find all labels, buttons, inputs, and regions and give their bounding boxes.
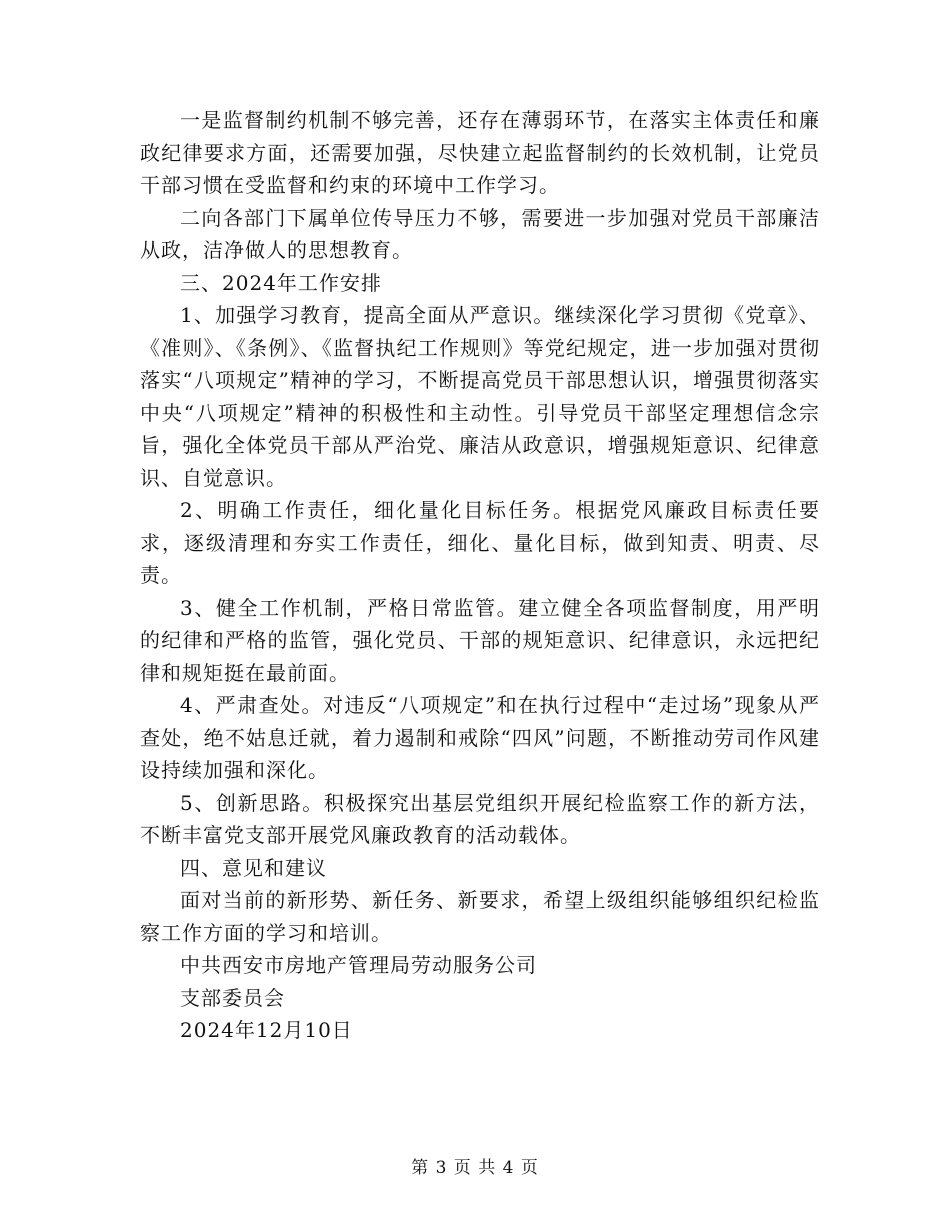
- section-heading-work-plan: 三、2024年工作安排: [180, 270, 382, 295]
- paragraph-suggestion: 面对当前的新形势、新任务、新要求，希望上级组织能够组织纪检监察工作方面的学习和培训。: [140, 888, 820, 945]
- document-body: [140, 104, 820, 1047]
- paragraph-supervision-mechanism: 一是监督制约机制不够完善，还存在薄弱环节，在落实主体责任和廉政纪律要求方面，还需要加强，尽快建立起监督制约的长效机制，让党员干部习惯在受监督和约束的环境中工作学习。: [140, 108, 820, 197]
- signature-date: 2024年12月10日: [180, 1018, 353, 1042]
- paragraph-plan-item-1: 1、加强学习教育，提高全面从严意识。继续深化学习贯彻《党章》、《准则》、《条例》、《监督执纪工作规则》等党纪规定，进一步加强对贯彻落实“八项规定”精神的学习，不断提高党员干部思想认识，增强贯彻落实中央“八项规定”精神的积极性和主动性。引导党员干部坚定理想信念宗旨，强化全体党员干部从严治党、廉洁从政意识，增强规矩意识、纪律意识、自觉意识。: [140, 303, 820, 490]
- paragraph-pressure-transmission: 二向各部门下属单位传导压力不够，需要进一步加强对党员干部廉洁从政，洁净做人的思想教育。: [140, 205, 820, 262]
- paragraph-plan-item-3: 3、健全工作机制，严格日常监管。建立健全各项监督制度，用严明的纪律和严格的监管，强化党员、干部的规矩意识、纪律意识，永远把纪律和规矩挺在最前面。: [140, 595, 820, 685]
- section-heading-suggestions: 四、意见和建议: [180, 855, 327, 880]
- paragraph-plan-item-2: 2、明确工作责任，细化量化目标任务。根据党风廉政目标责任要求，逐级清理和夯实工作责任，细化、量化目标，做到知责、明责、尽责。: [140, 498, 820, 587]
- paragraph-plan-item-5: 5、创新思路。积极探究出基层党组织开展纪检监察工作的新方法，不断丰富党支部开展党风廉政教育的活动载体。: [140, 790, 820, 847]
- page-number-footer: 第 3 页 共 4 页: [411, 1158, 539, 1178]
- signature-organization: 中共西安市房地产管理局劳动服务公司: [180, 953, 537, 977]
- signature-committee: 支部委员会: [180, 985, 285, 1010]
- paragraph-plan-item-4: 4、严肃查处。对违反“八项规定”和在执行过程中“走过场”现象从严查处，绝不姑息迁就，着力遏制和戒除“四风”问题，不断推动劳司作风建设持续加强和深化。: [140, 693, 820, 782]
